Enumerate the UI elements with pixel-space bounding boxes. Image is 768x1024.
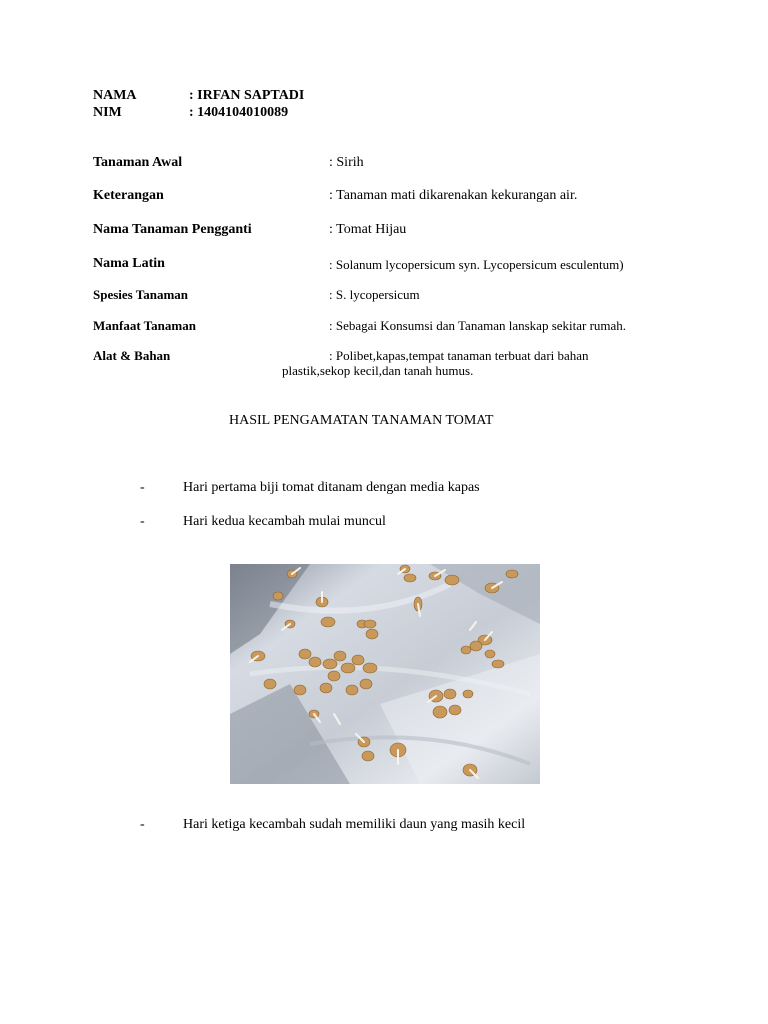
observation-dash: - <box>140 817 145 832</box>
spesies-value: : S. lycopersicum <box>329 287 420 302</box>
manfaat-value: : Sebagai Konsumsi dan Tanaman lanskap sekitar rumah. <box>329 318 627 333</box>
alat-value-line1: : Polibet,kapas,tempat tanaman terbuat dari bahan <box>329 348 589 363</box>
alat-value-line2: plastik,sekop kecil,dan tanah humus. <box>282 363 474 378</box>
manfaat-label: Manfaat Tanaman <box>93 318 196 333</box>
pengganti-label: Nama Tanaman Pengganti <box>93 222 252 237</box>
observation-dash: - <box>140 514 145 529</box>
observation-text: Hari pertama biji tomat ditanam dengan media kapas <box>183 480 480 495</box>
observation-text: Hari ketiga kecambah sudah memiliki daun yang masih kecil <box>183 817 526 832</box>
tanaman-awal-label: Tanaman Awal <box>93 155 183 170</box>
keterangan-value: : Tanaman mati dikarenakan kekurangan air. <box>329 188 578 203</box>
keterangan-label: Keterangan <box>93 188 164 203</box>
alat-label: Alat & Bahan <box>93 348 171 363</box>
spesies-label: Spesies Tanaman <box>93 287 189 302</box>
section-title: HASIL PENGAMATAN TANAMAN TOMAT <box>229 413 494 428</box>
observation-text: Hari kedua kecambah mulai muncul <box>183 514 386 529</box>
tanaman-awal-value: : Sirih <box>329 155 364 170</box>
sprouting-seeds-photo <box>230 564 540 784</box>
latin-label: Nama Latin <box>93 256 165 271</box>
nama-label: NAMA <box>93 88 137 103</box>
observation-dash: - <box>140 480 145 495</box>
pengganti-value: : Tomat Hijau <box>329 222 407 237</box>
nim-label: NIM <box>93 105 122 120</box>
nim-value: : 1404104010089 <box>189 105 289 120</box>
latin-value: : Solanum lycopersicum syn. Lycopersicum esculentum) <box>329 257 624 272</box>
nama-value: : IRFAN SAPTADI <box>189 88 305 103</box>
